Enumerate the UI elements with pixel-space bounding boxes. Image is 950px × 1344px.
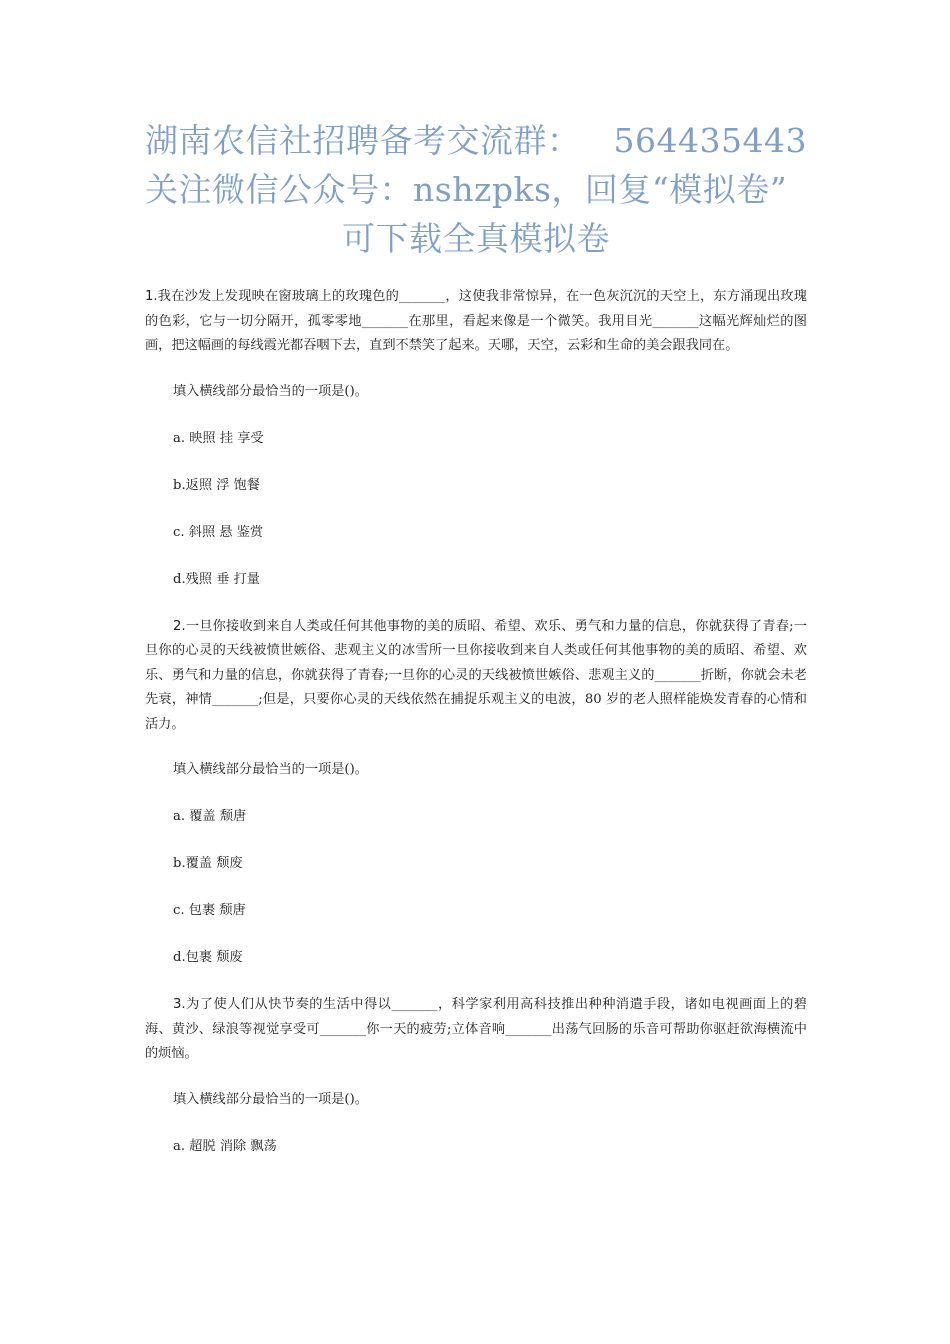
header-line-3: 可下载全真模拟卷 [342,219,610,258]
question-3-stem [145,993,807,1067]
question-2-option-d: d.包裹 颓废 [173,950,243,965]
question-3-instruction: 填入横线部分最恰当的一项是()。 [173,1091,368,1107]
header-line-1 [145,116,807,165]
header-group-number: 564435443 [613,121,807,160]
question-1-stem [145,285,807,359]
question-1-option-a: a. 映照 挂 享受 [173,430,264,446]
question-2-option-a: a. 覆盖 颓唐 [173,809,247,824]
question-1-option-c: c. 斜照 悬 鉴赏 [173,524,264,540]
question-2-option-b: b.覆盖 颓废 [173,856,243,871]
question-1-text: 我在沙发上发现映在窗玻璃上的玫瑰色的_______，这使我非常惊异，在一色灰沉沉的天空上，东方涌现出玫瑰的色彩，它与一切分隔开，孤零零地_______在那里，看起来像是一个微笑。我用目光_______这幅光辉灿烂的图画，把这幅画的每线霞光都吞咽下去，直到不禁笑了起来。天哪，天空，云彩和生命的美会跟我同在。 [145,289,807,353]
document-header [145,116,807,263]
question-2-number: 2. [173,618,186,634]
question-1-instruction: 填入横线部分最恰当的一项是()。 [173,383,368,399]
question-1-option-d: d.残照 垂 打量 [173,571,260,587]
question-1-number: 1. [145,289,158,304]
question-3-text: 为了使人们从快节奏的生活中得以_______，科学家利用高科技推出种种消遣手段，诸如电视画面上的碧海、黄沙、绿浪等视觉享受可_______你一天的疲劳;立体音响_______出荡气回肠的乐音可帮助你驱赶欲海横流中的烦恼。 [145,997,807,1061]
question-3-number: 3. [173,997,186,1012]
question-2-option-c: c. 包裹 颓唐 [173,903,246,918]
header-line-2: 关注微信公众号：nshzpks，回复“模拟卷” [145,170,788,209]
question-2-instruction: 填入横线部分最恰当的一项是()。 [173,762,368,777]
question-3-option-a: a. 超脱 消除 飘荡 [173,1138,277,1154]
question-2-stem [145,615,807,738]
document-body [145,285,807,1159]
header-group-label: 湖南农信社招聘备考交流群： [145,121,581,160]
question-2-text: 一旦你接收到来自人类或任何其他事物的美的质昭、希望、欢乐、勇气和力量的信息，你就获得了青春;一旦你的心灵的天线被愤世嫉俗、悲观主义的冰雪所一旦你接收到来自人类或任何其他事物的美的质昭、希望、欢乐、勇气和力量的信息，你就获得了青春;一旦你的心灵的天线被愤世嫉俗、悲观主义的_______折断，你就会未老先衰，神情_______;但是，只要你心灵的天线依然在捕捉乐观主义的电波，80 岁的老人照样能焕发青春的心情和活力。 [145,618,807,732]
question-1-option-b: b.返照 浮 饱餐 [173,477,260,493]
